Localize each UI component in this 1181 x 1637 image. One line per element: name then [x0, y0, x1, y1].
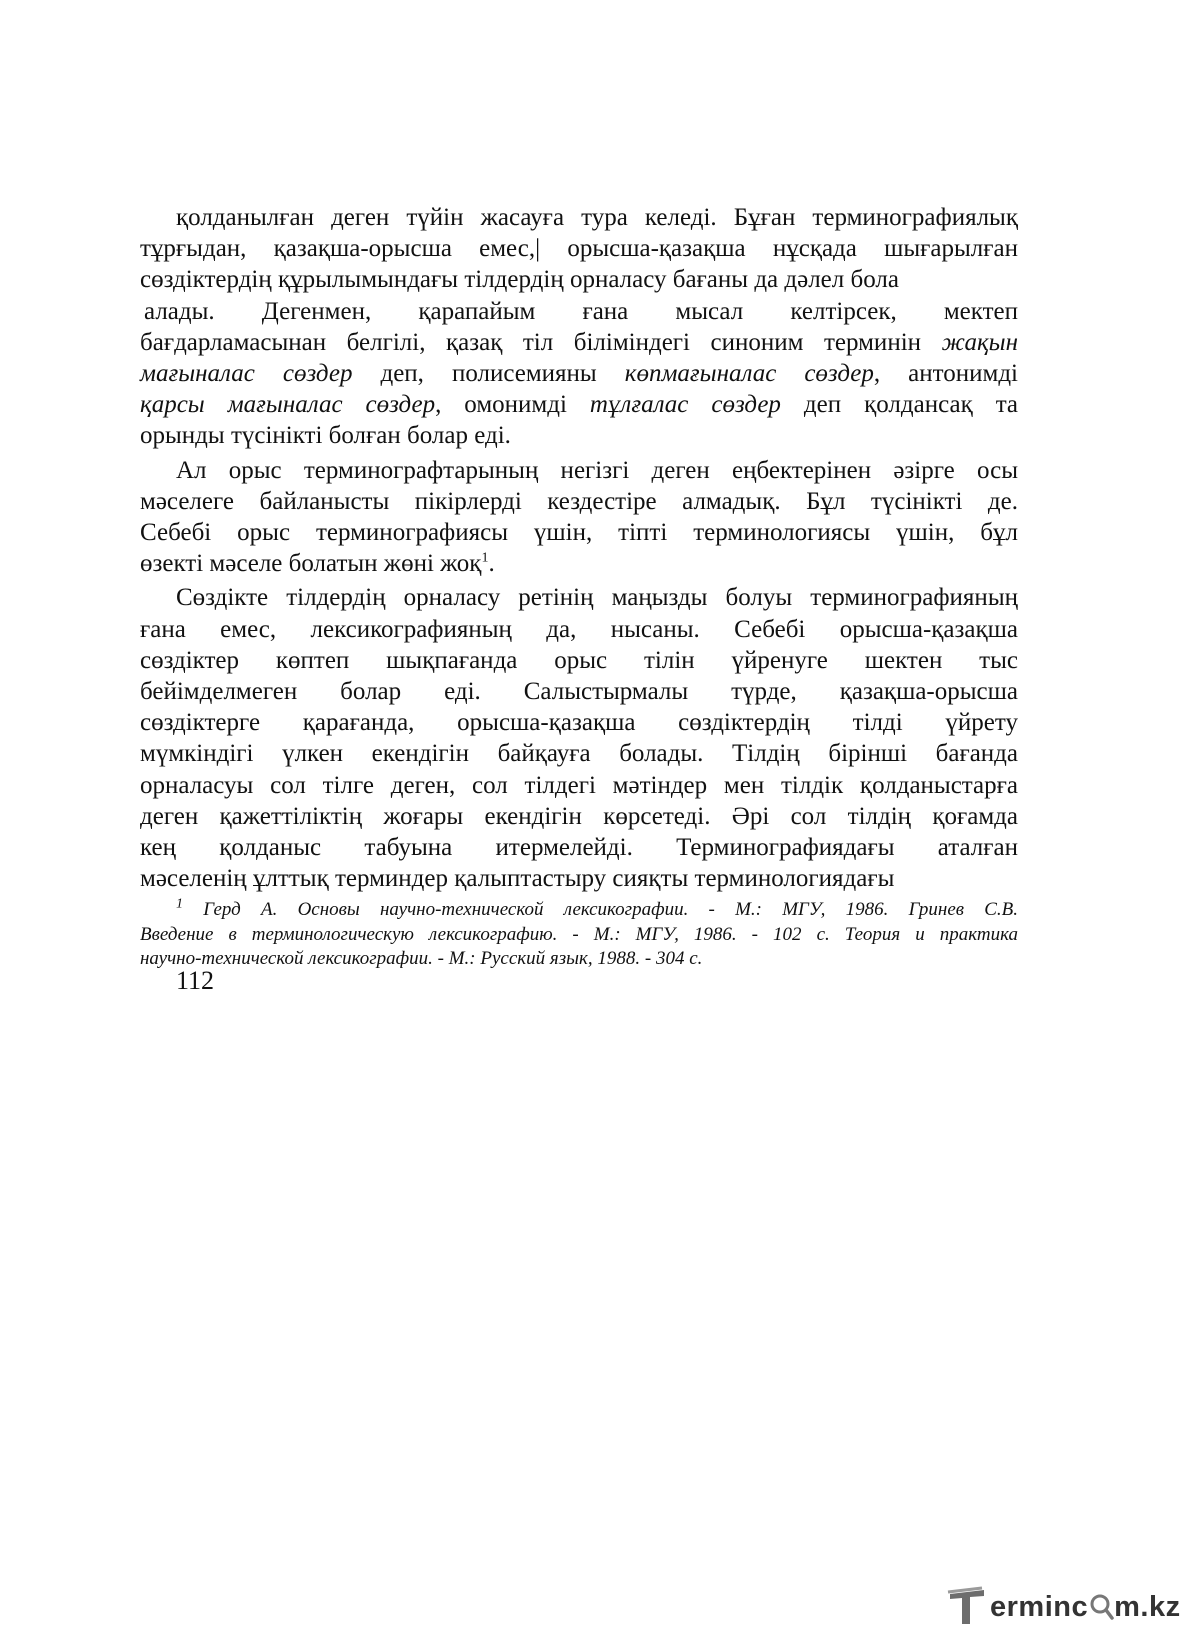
- paragraph-2-line-1: Ал орыс терминографтарының негізгі деген еңбектерінен әзірге осы: [176, 456, 1018, 484]
- footnote: [140, 898, 1018, 972]
- paragraph-3: [140, 582, 1018, 894]
- paragraph-3-line-4: бейімделмеген болар еді. Салыстырмалы түрде, қазақша-орысша: [140, 678, 1018, 706]
- paragraph-1: [140, 202, 1018, 452]
- text-run: бағдарламасынан белгілі, қазақ тіл біліміндегі синоним терминін: [140, 328, 922, 356]
- footnote-line-1: [140, 898, 1018, 923]
- text-run: .: [488, 550, 495, 578]
- text-run: деп, полисемияны: [380, 360, 597, 388]
- paragraph-3-line-5: сөздіктерге қарағанда, орысша-қазақша сөздіктердің тілді үйрету: [140, 709, 1018, 737]
- paragraph-3-line-8: деген қажеттіліктің жоғары екендігін көрсетеді. Әрі сол тілдің қоғамда: [140, 802, 1018, 830]
- text-run: өзекті мәселе болатын жөні жоқ: [140, 550, 482, 578]
- body-text: [140, 202, 1018, 972]
- text-run: , антонимді: [873, 360, 1018, 388]
- paragraph-1-line-3: сөздіктердің құрылымындағы тілдердің орналасу бағаны да дәлел бола: [140, 266, 899, 294]
- paragraph-3-line-10: мәселенің ұлттық терминдер қалыптастыру сияқты терминологиядағы: [140, 865, 895, 893]
- paragraph-1-line-8: орынды түсінікті болған болар еді.: [140, 422, 511, 450]
- footnote-marker: 1: [176, 897, 183, 913]
- footnote-line-2: Введение в терминологическую лексикографию. - М.: МГУ, 1986. - 102 с. Теория и практика: [140, 923, 1018, 945]
- paragraph-1-line-5: [140, 327, 1018, 358]
- italic-term: тұлғалас сөздер: [589, 391, 781, 419]
- magnifier-icon: [1088, 1590, 1114, 1624]
- italic-term: мағыналас сөздер: [140, 360, 353, 388]
- footnote-ref: 1: [481, 550, 489, 566]
- paragraph-1-line-6: [140, 358, 1018, 389]
- text-run: , омонимді: [435, 391, 567, 419]
- paragraph-2: [140, 455, 1018, 580]
- paragraph-3-line-7: орналасуы сол тілге деген, сол тілдегі мәтіндер мен тілдік қолданыстарға: [140, 771, 1018, 799]
- paragraph-2-line-4: [140, 548, 1018, 579]
- watermark-text-b: c: [1071, 1590, 1089, 1623]
- paragraph-1-line-7: [140, 389, 1018, 420]
- italic-term: жақын: [941, 328, 1019, 356]
- text-run: деп қолдансақ та: [803, 391, 1019, 419]
- page-number: 112: [176, 966, 215, 995]
- paragraph-2-line-3: Себебі орыс терминографиясы үшін, тіпті терминологиясы үшін, бұл: [140, 519, 1018, 547]
- paragraph-3-line-2: ғана емес, лексикографияның да, нысаны. Себебі орысша-қазақша: [140, 615, 1018, 643]
- paragraph-3-line-9: кең қолданыс табуына итермелейді. Терминографиядағы аталған: [140, 834, 1018, 862]
- footnote-line-3: научно-технической лексикографии. - М.: Русский язык, 1988. - 304 с.: [140, 948, 703, 970]
- paragraph-3-line-3: сөздіктер көптеп шықпағанда орыс тілін үйренуге шектен тыс: [140, 646, 1018, 674]
- paragraph-1-line-2: тұрғыдан, қазақша-орысша емес,| орысша-қазақша нұсқада шығарылған: [140, 235, 1018, 263]
- paragraph-1-line-4: алады. Дегенмен, қарапайым ғана мысал келтірсек, мектеп: [144, 297, 1018, 325]
- paragraph-3-line-6: мүмкіндігі үлкен екендігін байқауға болады. Тілдің бірінші бағанда: [140, 740, 1018, 768]
- watermark-text-a: ermin: [990, 1590, 1072, 1623]
- logo-t-icon: [944, 1584, 990, 1630]
- italic-term: қарсы мағыналас сөздер: [140, 391, 436, 419]
- watermark-text-c: m.kz: [1114, 1590, 1181, 1623]
- text-run: Герд А. Основы научно-технической лексикографии. - М.: МГУ, 1986. Гринев С.В.: [203, 899, 1019, 921]
- paragraph-2-line-2: мәселеге байланысты пікірлерді кездестіре алмадық. Бұл түсінікті де.: [140, 487, 1018, 515]
- paragraph-1-line-1: қолданылған деген түйін жасауға тура келеді. Бұған терминографиялық: [176, 204, 1018, 231]
- italic-term: көпмағыналас сөздер: [624, 360, 874, 388]
- paragraph-3-line-1: Сөздікте тілдердің орналасу ретінің маңызды болуы терминографияның: [176, 584, 1018, 612]
- termincom-watermark-logo: [944, 1584, 1181, 1630]
